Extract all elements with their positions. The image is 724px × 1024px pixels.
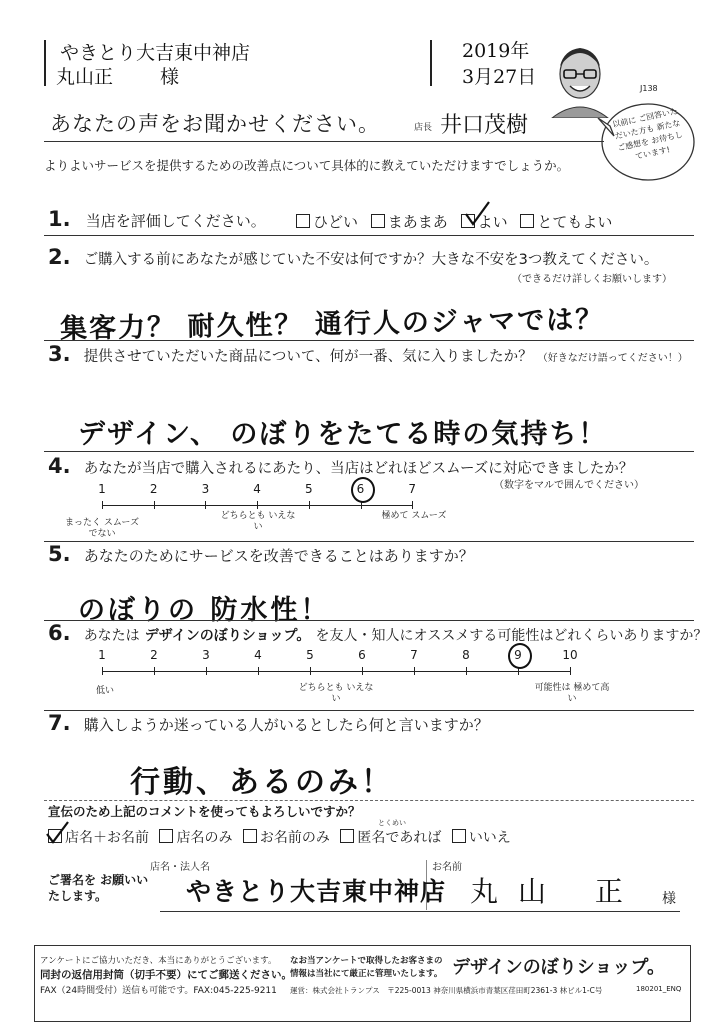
footer-brand-logo: デザインのぼりショップ。 (452, 957, 665, 978)
check-mark-icon (462, 200, 492, 228)
q1-row (48, 207, 266, 231)
footer-code: 180201_ENQ (636, 985, 682, 993)
q5-row (48, 542, 474, 566)
q6-tick (258, 667, 259, 675)
q2-number: 2. (48, 245, 71, 269)
q2-text: ご購入する前にあなたが感じていた不安は何ですか？大きな不安を3つ教えてください。 (83, 252, 659, 268)
manager-label: 店長 (414, 123, 433, 133)
form-code: J138 (640, 84, 658, 93)
checkbox[interactable] (340, 829, 354, 843)
speech-text: 以前に ご回答いただいた方も 新たなご感想を お待ちしています! (611, 106, 684, 162)
q6-tick (570, 667, 571, 675)
q4-tick (154, 501, 155, 509)
q6-text-pre: あなたは (83, 628, 140, 644)
store-label: 店名・法人名 (150, 862, 210, 873)
q4-number: 4. (48, 454, 71, 478)
footer-privacy-1: なお当アンケートで取得したお客さまの (290, 956, 443, 966)
q2-note: （できるだけ詳しくお願いします） (512, 274, 672, 285)
consent-text: 宣伝のため上記のコメントを使ってもよろしいですか？ (48, 804, 361, 819)
checkbox[interactable] (452, 829, 466, 843)
signature-honorific: 様 (662, 891, 676, 907)
q5-text: あなたのためにサービスを改善できることはありますか？ (83, 547, 474, 565)
q1-option-hidoi[interactable]: ひどい (296, 213, 358, 231)
q4-option-1[interactable]: 1 (98, 482, 106, 496)
checkbox[interactable] (243, 829, 257, 843)
q4-option-2[interactable]: 2 (149, 482, 158, 496)
date-month-day: 3月27日 (462, 66, 537, 88)
q4-row (48, 454, 633, 478)
q5-number: 5. (48, 542, 71, 566)
q4-tick (309, 501, 310, 509)
q6-option-5[interactable]: 5 (306, 648, 314, 662)
q6-tick (362, 667, 363, 675)
name-label: お名前 (432, 862, 462, 873)
q6-option-3[interactable]: 3 (202, 648, 210, 662)
q5-answer: のぼりの 防水性！ (78, 595, 331, 626)
q3-text: 提供させていただいた商品について、何が一番、気に入りましたか？ (83, 349, 533, 365)
consent-option-no[interactable]: いいえ (452, 830, 511, 846)
checkbox[interactable] (296, 214, 310, 228)
q7-answer: 行動、あるのみ！ (130, 765, 394, 800)
title-underline (44, 141, 604, 142)
q1-number: 1. (48, 207, 71, 231)
q4-label-low: まったく スムーズでない (65, 518, 139, 539)
q3-note: （好きなだけ語ってください！） (537, 353, 688, 364)
store-signature: やきとり大吉東中神店 (186, 877, 447, 906)
q6-option-4[interactable]: 4 (254, 648, 262, 662)
q6-scale-line (102, 671, 570, 672)
q1-text: 当店を評価してください。 (85, 212, 266, 230)
consent-options (48, 827, 511, 847)
q2-row (48, 245, 658, 269)
q6-option-2[interactable]: 2 (150, 648, 158, 662)
consent-option-store-and-name[interactable]: 店名＋お名前 (48, 830, 149, 846)
q6-label-high: 可能性は 極めて高い (534, 683, 610, 704)
checkbox[interactable] (159, 829, 173, 843)
header-divider (430, 40, 432, 86)
q6-selection-circle (508, 643, 532, 669)
q6-text-post: を友人・知人にオススメする可能性はどれくらいありますか？ (315, 628, 708, 644)
customer-name: 丸山正 (56, 66, 114, 88)
q7-number: 7. (48, 711, 71, 735)
q6-option-1[interactable]: 1 (98, 648, 106, 662)
q6-option-9[interactable]: 9 (514, 648, 522, 662)
divider (44, 340, 694, 341)
q4-text: あなたが当店で購入されるにあたり、当店はどれほどスムーズに対応できましたか？ (83, 461, 634, 477)
customer-honorific: 様 (160, 66, 180, 88)
q3-answer: デザイン、 のぼりをたてる時の気持ち！ (78, 419, 608, 450)
q6-tick (310, 667, 311, 675)
q4-tick (205, 501, 206, 509)
q1-option-totemoyoi[interactable]: とてもよい (520, 213, 612, 231)
divider (44, 235, 694, 236)
q2-answer: 集客力？ 耐久性？ 通行人のジャマでは？ (59, 304, 605, 345)
q6-tick (414, 667, 415, 675)
footer-address: 運営：株式会社トランプス 〒225-0013 神奈川県横浜市青葉区荏田町2361-3 林ビル1-C号 (290, 986, 603, 995)
signature-prompt: ご署名を お願いいたします。 (48, 873, 149, 903)
footer-privacy-2: 情報は当社にて厳正に管理いたします。 (290, 969, 443, 979)
q4-label-mid: どちらとも いえない (220, 511, 296, 532)
q1-option-maamaa[interactable]: まあまあ (371, 213, 448, 231)
q4-selection-circle (351, 477, 375, 503)
q4-tick (412, 501, 413, 509)
q1-options (296, 211, 612, 232)
q6-row (48, 621, 707, 645)
q6-label-mid: どちらとも いえない (298, 683, 374, 704)
q6-tick (466, 667, 467, 675)
checkbox[interactable] (520, 214, 534, 228)
q6-tick (102, 667, 103, 675)
q1-option-yoi[interactable]: よい (461, 213, 508, 231)
footer-mail: 同封の返信用封筒（切手不要）にてご郵送ください。 (40, 969, 292, 981)
q6-option-7[interactable]: 7 (410, 648, 418, 662)
q6-option-10[interactable]: 10 (562, 648, 578, 662)
q3-number: 3. (48, 342, 71, 366)
subtitle: よりよいサービスを提供するための改善点について具体的に教えていただけますでしょうか。 (44, 158, 570, 173)
divider-dashed (44, 800, 694, 801)
consent-option-name-only[interactable]: お名前のみ (243, 830, 330, 846)
q4-note: （数字をマルで囲んでください） (494, 480, 644, 491)
consent-option-anonymous[interactable]: 匿名であれば (340, 830, 441, 846)
page-title: あなたの声をお聞かせください。 (50, 112, 380, 136)
q6-brand: デザインのぼりショップ。 (144, 628, 311, 644)
q4-option-6[interactable]: 6 (356, 482, 365, 496)
q3-row (48, 342, 688, 366)
q6-tick (206, 667, 207, 675)
footer-thanks: アンケートにご協力いただき、本当にありがとうございます。 (40, 956, 277, 966)
check-mark-icon (44, 820, 70, 846)
checkbox[interactable] (371, 214, 385, 228)
anonymous-ruby: とくめい (378, 819, 406, 827)
q6-option-6[interactable]: 6 (358, 648, 366, 662)
footer-fax: FAX（24時間受付）送信も可能です。FAX:045-225-9211 (40, 986, 277, 996)
divider (44, 451, 694, 452)
q6-number: 6. (48, 621, 71, 645)
q6-option-8[interactable]: 8 (462, 648, 470, 662)
q4-option-5[interactable]: 5 (304, 482, 313, 496)
store-name: やきとり大吉東中神店 (60, 42, 251, 64)
date-year: 2019年 (462, 40, 530, 62)
q4-option-4[interactable]: 4 (253, 482, 261, 496)
consent-option-store-only[interactable]: 店名のみ (159, 830, 232, 846)
name-signature: 丸山 正 (470, 875, 643, 908)
q7-row (48, 711, 489, 735)
signature-underline (160, 911, 680, 912)
manager-name: 井口茂樹 (440, 113, 529, 138)
q4-tick (102, 501, 103, 509)
q4-label-high: 極めて スムーズ (381, 511, 447, 521)
q4-tick (257, 501, 258, 509)
q6-tick (154, 667, 155, 675)
q4-option-3[interactable]: 3 (201, 482, 210, 496)
q7-text: 購入しようか迷っている人がいるとしたら何と言いますか？ (83, 716, 489, 734)
q4-option-7[interactable]: 7 (408, 482, 416, 496)
q6-label-low: 低い (95, 686, 114, 696)
